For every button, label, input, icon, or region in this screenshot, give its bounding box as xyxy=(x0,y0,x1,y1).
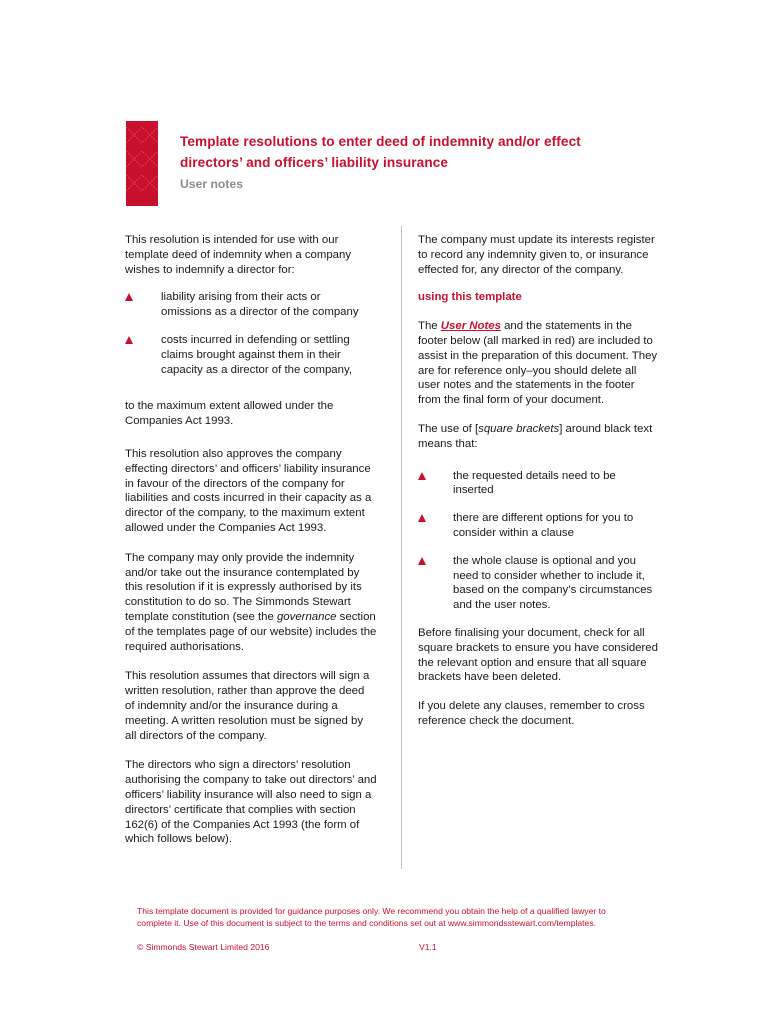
bullet-text: costs incurred in defending or settling claims brought against them in their capacity as a director of the company, xyxy=(161,333,352,376)
column-divider xyxy=(401,226,402,869)
brackets-text-b: ] around black text means that: xyxy=(418,422,653,450)
bullet-text: the whole clause is optional and you need to consider whether to include it, based on the company’s circumstances and the user notes. xyxy=(453,554,653,612)
bullet-text: the requested details need to be inserted xyxy=(453,469,616,497)
brackets-paragraph xyxy=(418,422,658,452)
user-notes-tag: User Notes xyxy=(440,320,501,333)
list-item xyxy=(125,333,377,377)
user-notes-paragraph xyxy=(418,319,658,408)
triangle-bullet-icon xyxy=(418,472,426,480)
triangle-bullet-icon xyxy=(125,293,133,301)
assumes-paragraph: This resolution assumes that directors will sign a written resolution, rather than approve the deed of indemnity and/or the insurance during a meeting. A written resolution must be signed by all directors of the company. xyxy=(125,670,370,742)
document-subtitle: User notes xyxy=(180,177,243,191)
may-only-text-b: section of the templates page of our website) includes the required authorisations. xyxy=(125,610,377,653)
register-paragraph: The company must update its interests register to record any indemnity given to, or insurance effected for, any director of the company. xyxy=(418,234,655,276)
disclaimer-line-2: complete it. Use of this document is subject to the terms and conditions set out at www.simmondsstewart.com/templates. xyxy=(137,917,597,928)
disclaimer-line-1: This template document is provided for guidance purposes only. We recommend you obtain the help of a qualified lawyer to xyxy=(137,906,606,916)
before-finalising-paragraph: Before finalising your document, check for all square brackets to ensure you have considered the relevant option and ensure that all square brackets have been deleted. xyxy=(418,626,658,684)
user-notes-rest: and the statements in the footer below (all marked in red) are included to assist in the preparation of this document. They are for reference only–you should delete all user notes and the statements in the footer from the final form of your document. xyxy=(418,320,658,407)
brand-logo-mark xyxy=(126,121,158,206)
directors-sign-paragraph: The directors who sign a directors’ resolution authorising the company to take out directors’ and officers’ liability insurance will also need to sign a directors’ certificate that complies with section 162(6) of the Companies Act 1993 (the form of which follows below). xyxy=(125,759,377,846)
approves-paragraph: This resolution also approves the company effecting directors’ and officers’ liability insurance in favour of the directors of the company for liabilities and costs incurred in their capacity as a director of the company, to the maximum extent allowed under the Companies Act 1993. xyxy=(125,447,372,534)
footer-version: V1.1 xyxy=(419,942,437,952)
document-title xyxy=(180,132,650,173)
list-item xyxy=(418,511,658,541)
brackets-italic: square brackets xyxy=(478,422,560,435)
right-column xyxy=(418,233,658,742)
list-item xyxy=(418,554,658,613)
left-column xyxy=(125,233,377,860)
extent-paragraph: to the maximum extent allowed under the Companies Act 1993. xyxy=(125,400,334,428)
governance-italic: governance xyxy=(276,610,337,623)
bullet-text: liability arising from their acts or omissions as a director of the company xyxy=(161,291,359,319)
title-line-2: directors’ and officers’ liability insurance xyxy=(180,154,449,170)
title-line-1: Template resolutions to enter deed of indemnity and/or effect xyxy=(180,134,581,149)
triangle-bullet-icon xyxy=(418,514,426,522)
footer-copyright: © Simmonds Stewart Limited 2016 xyxy=(137,942,270,952)
using-template-heading: using this template xyxy=(418,291,522,304)
intro-paragraph: This resolution is intended for use with our template deed of indemnity when a company wishes to indemnify a director for: xyxy=(125,234,352,276)
brackets-text-a: The use of [ xyxy=(418,422,479,435)
bullet-text: there are different options for you to consider within a clause xyxy=(453,512,634,539)
triangle-bullet-icon xyxy=(125,336,133,344)
footer-disclaimer xyxy=(137,906,657,929)
may-only-paragraph xyxy=(125,551,377,655)
list-item xyxy=(125,290,377,320)
triangle-bullet-icon xyxy=(418,557,426,565)
may-only-text-a: The company may only provide the indemnity and/or take out the insurance contemplated by this resolution if it is expressly authorised by its constitution to do so. The Simmonds Stewart template constitution (see the xyxy=(125,551,362,623)
list-item xyxy=(418,469,658,499)
if-delete-paragraph: If you delete any clauses, remember to cross reference check the document. xyxy=(418,700,645,727)
the-text: The xyxy=(418,320,441,333)
